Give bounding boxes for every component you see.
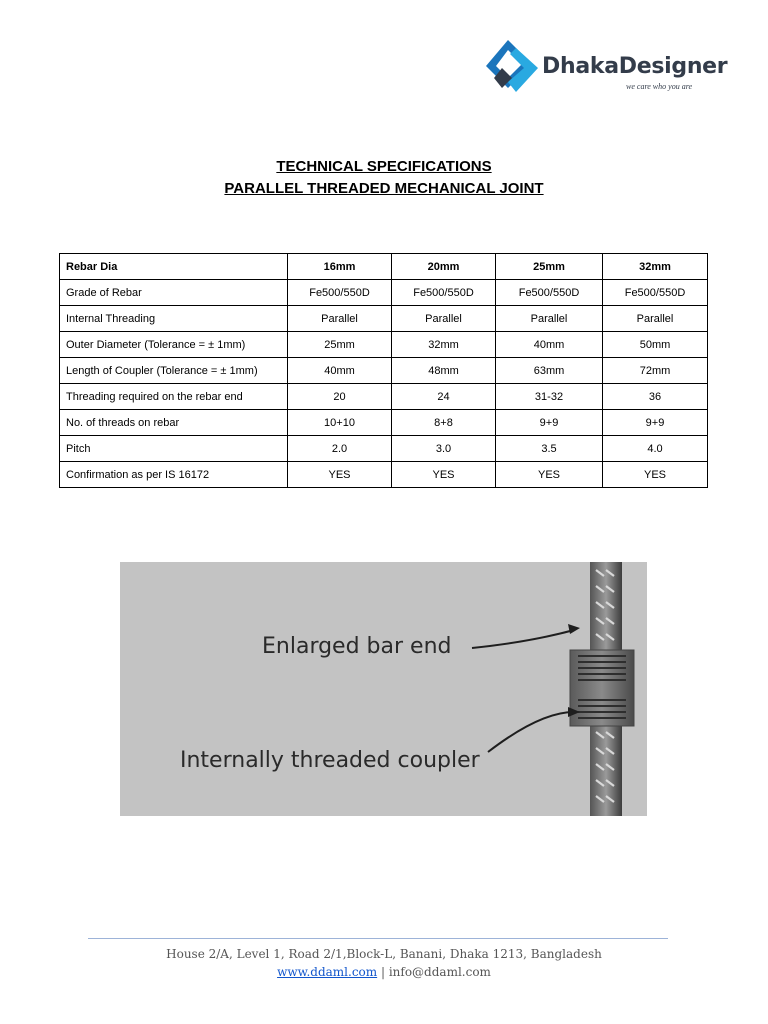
dhakadesigner-logo-icon [486,38,542,96]
arrow-head-icon [568,624,580,634]
footer-divider [88,938,668,939]
table-cell: 9+9 [496,410,603,436]
table-cell: Fe500/550D [603,280,708,306]
table-cell: 72mm [603,358,708,384]
contact-email: info@ddaml.com [388,965,491,979]
table-cell: YES [288,462,392,488]
table-cell: 20 [288,384,392,410]
table-row [60,358,708,384]
label-enlarged-bar-end: Enlarged bar end [262,634,452,659]
website-link[interactable]: www.ddaml.com [277,965,378,979]
table-cell: 36 [603,384,708,410]
table-row [60,462,708,488]
table-header-row [60,254,708,280]
table-cell: 25mm [288,332,392,358]
lower-rebar [590,722,622,816]
table-cell: YES [496,462,603,488]
brand-name: DhakaDesigner [542,54,728,79]
table-cell: 63mm [496,358,603,384]
upper-rebar [590,562,622,654]
footer-contact [0,965,768,979]
leader-arrows [472,630,574,752]
document-subtitle: PARALLEL THREADED MECHANICAL JOINT [224,180,544,197]
table-row [60,332,708,358]
table-cell: 48mm [392,358,496,384]
table-cell: 4.0 [603,436,708,462]
row-label: Threading required on the rebar end [60,384,288,410]
table-cell: 40mm [496,332,603,358]
table-cell: Fe500/550D [288,280,392,306]
row-label: No. of threads on rebar [60,410,288,436]
row-label: Length of Coupler (Tolerance = ± 1mm) [60,358,288,384]
coupler-diagram [120,562,647,816]
table-cell: 3.5 [496,436,603,462]
company-logo [486,38,728,96]
table-cell: 9+9 [603,410,708,436]
table-cell: 24 [392,384,496,410]
row-label: Outer Diameter (Tolerance = ± 1mm) [60,332,288,358]
table-cell: 31-32 [496,384,603,410]
table-cell: YES [392,462,496,488]
table-row [60,410,708,436]
table-cell: Parallel [603,306,708,332]
table-cell: Parallel [392,306,496,332]
table-header-cell: 20mm [392,254,496,280]
table-cell: 32mm [392,332,496,358]
row-label: Confirmation as per IS 16172 [60,462,288,488]
table-cell: Fe500/550D [392,280,496,306]
row-label: Pitch [60,436,288,462]
table-cell: 2.0 [288,436,392,462]
table-row [60,306,708,332]
table-cell: 40mm [288,358,392,384]
table-cell: YES [603,462,708,488]
table-cell: 50mm [603,332,708,358]
table-header-cell: Rebar Dia [60,254,288,280]
footer-address: House 2/A, Level 1, Road 2/1,Block-L, Banani, Dhaka 1213, Bangladesh [166,947,602,961]
row-label: Internal Threading [60,306,288,332]
table-cell: 8+8 [392,410,496,436]
brand-tagline: we care who you are [626,82,693,91]
table-cell: 10+10 [288,410,392,436]
table-header-cell: 25mm [496,254,603,280]
label-threaded-coupler: Internally threaded coupler [180,748,480,773]
contact-separator: | [377,965,389,979]
table-cell: Parallel [288,306,392,332]
row-label: Grade of Rebar [60,280,288,306]
table-row [60,384,708,410]
threaded-rebar-illustration [120,562,647,816]
table-cell: Parallel [496,306,603,332]
table-header-cell: 32mm [603,254,708,280]
table-row [60,436,708,462]
table-cell: 3.0 [392,436,496,462]
spec-table [59,253,708,488]
table-header-cell: 16mm [288,254,392,280]
table-cell: Fe500/550D [496,280,603,306]
document-title: TECHNICAL SPECIFICATIONS [276,158,492,175]
table-row [60,280,708,306]
